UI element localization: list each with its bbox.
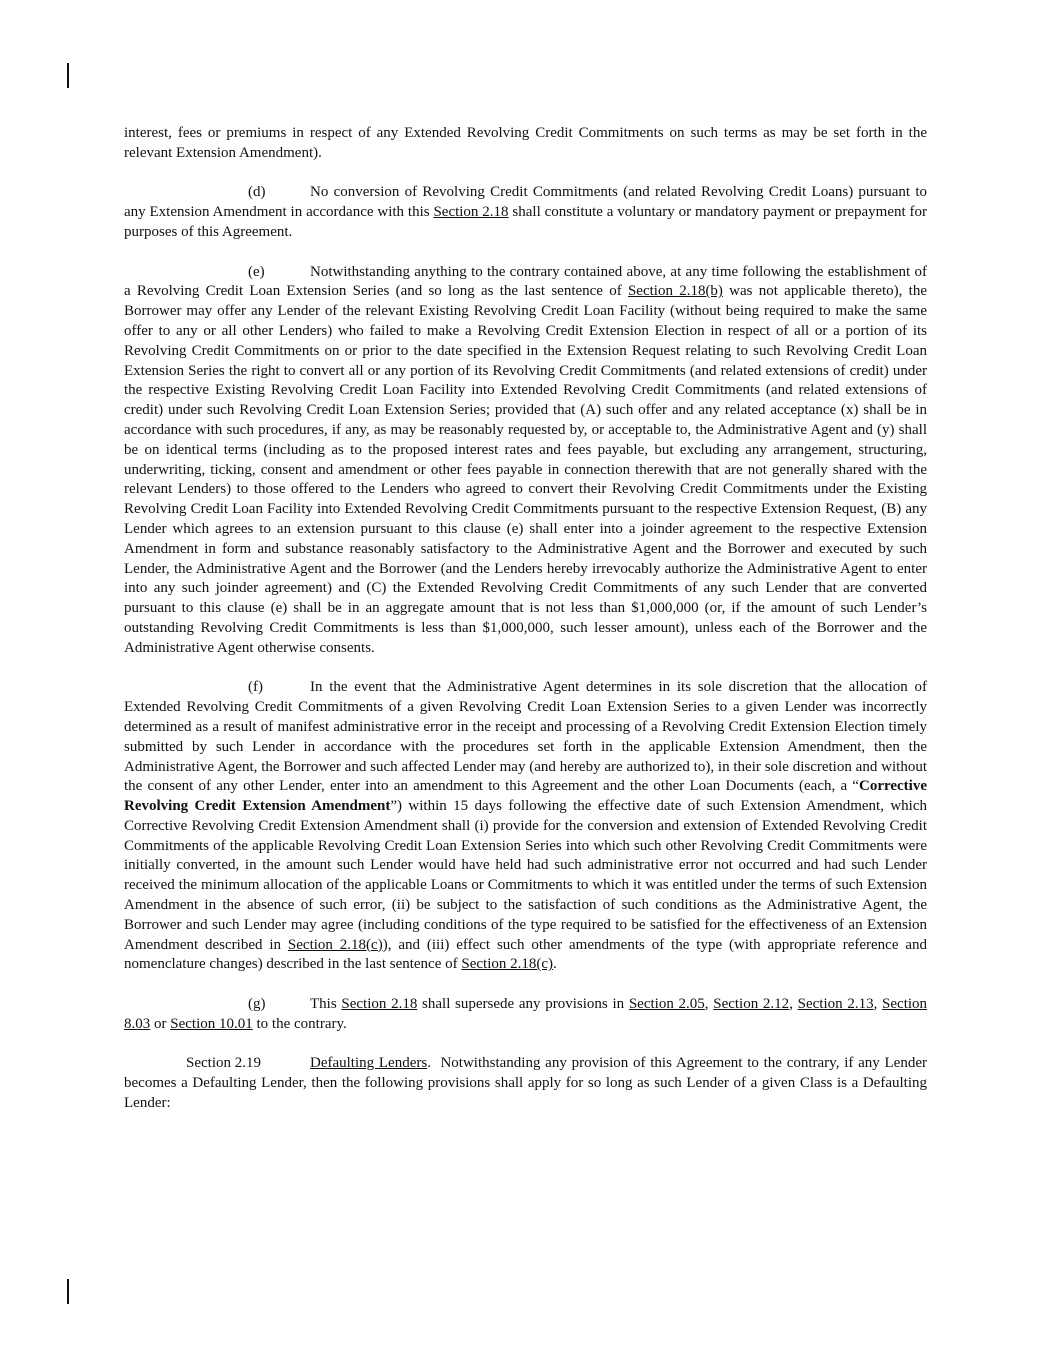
clause-label-d: (d) [248,184,266,201]
section-reference: Section 2.12 [713,996,790,1013]
paragraph-f: (f) In the event that the Administrative Agent determines in its sole discretion that the allocation of Extended Revolving Credit Commitments of a given Revolving Credit Loan Extension Series to a given Lender was incorrectly determined as a result of manifest administrative error in the receipt and processing of a Revolving Credit Extension Election timely submitted by such Lender in accordance with the procedures set forth in the applicable Extension Amendment, then the Administrative Agent, the Borrower and such affected Lender may (and hereby are authorized to), in their sole discretion and without the consent of any other Lender, enter into an amendment to this Agreement and the other Loan Documents (each, a “Corrective Revolving Credit Extension Amendment”) within 15 days following the effective date of such Extension Amendment, which Corrective Revolving Credit Extension Amendment shall (i) provide for the conversion and extension of Extended Revolving Credit Commitments of the applicable Revolving Credit Loan Extension Series into which such other Revolving Credit Commitments were initially converted, in the amount such Lender would have held had such administrative error not occurred and had such Lender received the minimum allocation of the applicable Loans or Commitments to which it was entitled under the terms of such Extension Amendment in the absence of such error, (ii) be subject to the satisfaction of such conditions as the Administrative Agent, the Borrower and such Lender may agree (including conditions of the type required to be satisfied for the effectiveness of an Extension Amendment described in Section 2.18(c)), and (iii) effect such other amendments of the type (with appropriate reference and nomenclature changes) described in the last sentence of Section 2.18(c). [124,679,928,973]
clause-label-e: (e) [248,263,265,280]
paragraph-g: (g) This Section 2.18 shall supersede any provisions in Section 2.05, Section 2.12, Section 2.13, Section 8.03 or Section 10.01 to the contrary. [124,996,928,1032]
paragraph-e: (e) Notwithstanding anything to the contrary contained above, at any time following the establishment of a Revolving Credit Loan Extension Series (and so long as the last sentence of Section 2.18(b) was not applicable thereto), the Borrower may offer any Lender of the relevant Existing Revolving Credit Loan Facility (without being required to make the same offer to any or all other Lenders) who failed to make a Revolving Credit Extension Election in respect of all or a portion of its Revolving Credit Commitments on or prior to the date specified in the Extension Request relating to such Revolving Credit Loan Extension Series the right to convert all or any portion of its Revolving Credit Commitments (and related extensions of credit) under the respective Existing Revolving Credit Loan Facility into Extended Revolving Credit Commitments (and related extensions of credit) under such Revolving Credit Loan Extension Series; provided that (A) such offer and any related acceptance (x) shall be in accordance with such procedures, if any, as may be reasonably requested by, or acceptable to, the Administrative Agent and (y) shall be on identical terms (including as to the proposed interest rates and fees payable, but excluding any arrangement, structuring, underwriting, ticking, consent and amendment or other fees payable in connection therewith that are not generally shared with the relevant Lenders) to those offered to the Lenders who agreed to convert their Revolving Credit Commitments under the Existing Revolving Credit Loan Facility into Extended Revolving Credit Commitments pursuant to the respective Extension Request, (B) any Lender which agrees to an extension pursuant to this clause (e) shall enter into a joinder agreement to the respective Extension Amendment in form and substance reasonably satisfactory to the Administrative Agent and the Borrower and executed by such Lender, the Administrative Agent and the Borrower (and the Lenders hereby irrevocably authorize the Administrative Agent to enter into any such joinder agreement) and (C) the Extended Revolving Credit Commitments of any such Lender that are converted pursuant to this clause (e) shall be in an aggregate amount that is not less than $1,000,000 (or, if the amount of such Lender’s outstanding Revolving Credit Commitments is less than $1,000,000, such lesser amount), unless each of the Borrower and the Administrative Agent otherwise consents. [124,263,927,656]
paragraph-d: (d) No conversion of Revolving Credit Commitments (and related Revolving Credit Loans) pursuant to any Extension Amendment in accordance with this Section 2.18 shall constitute a voluntary or mandatory payment or prepayment for purposes of this Agreement. [124,184,928,240]
defined-term: Corrective Revolving Credit Extension Amendment [124,778,927,815]
section-reference: Section 2.18(c) [461,956,554,973]
document-page [124,124,931,1114]
paragraph-c-continuation: interest, fees or premiums in respect of any Extended Revolving Credit Commitments on such terms as may be set forth in the relevant Extension Amendment). [124,125,927,161]
section-reference: Section 2.05 [628,996,705,1013]
section-reference: Section 2.18 [341,996,418,1013]
section-reference: Section 2.13 [797,996,874,1013]
section-2-19: Section 2.19 Defaulting Lenders. Notwithstanding any provision of this Agreement to the contrary, if any Lender becomes a Defaulting Lender, then the following provisions shall apply for so long as such Lender of a given Class is a Defaulting Lender: [124,1055,931,1112]
clause-label-f: (f) [248,679,263,696]
bottom-margin-marker [67,1279,69,1304]
top-margin-marker [67,63,69,88]
section-reference: Section 10.01 [170,1015,253,1032]
section-number: Section 2.19 [186,1055,261,1072]
section-reference: Section 2.18(c) [287,936,383,953]
section-reference: Section 8.03 [124,996,928,1032]
section-reference: Section 2.18 [433,204,509,221]
section-reference: Section 2.18(b) [627,283,723,300]
section-heading: Defaulting Lenders [310,1055,428,1072]
clause-label-g: (g) [248,996,266,1013]
